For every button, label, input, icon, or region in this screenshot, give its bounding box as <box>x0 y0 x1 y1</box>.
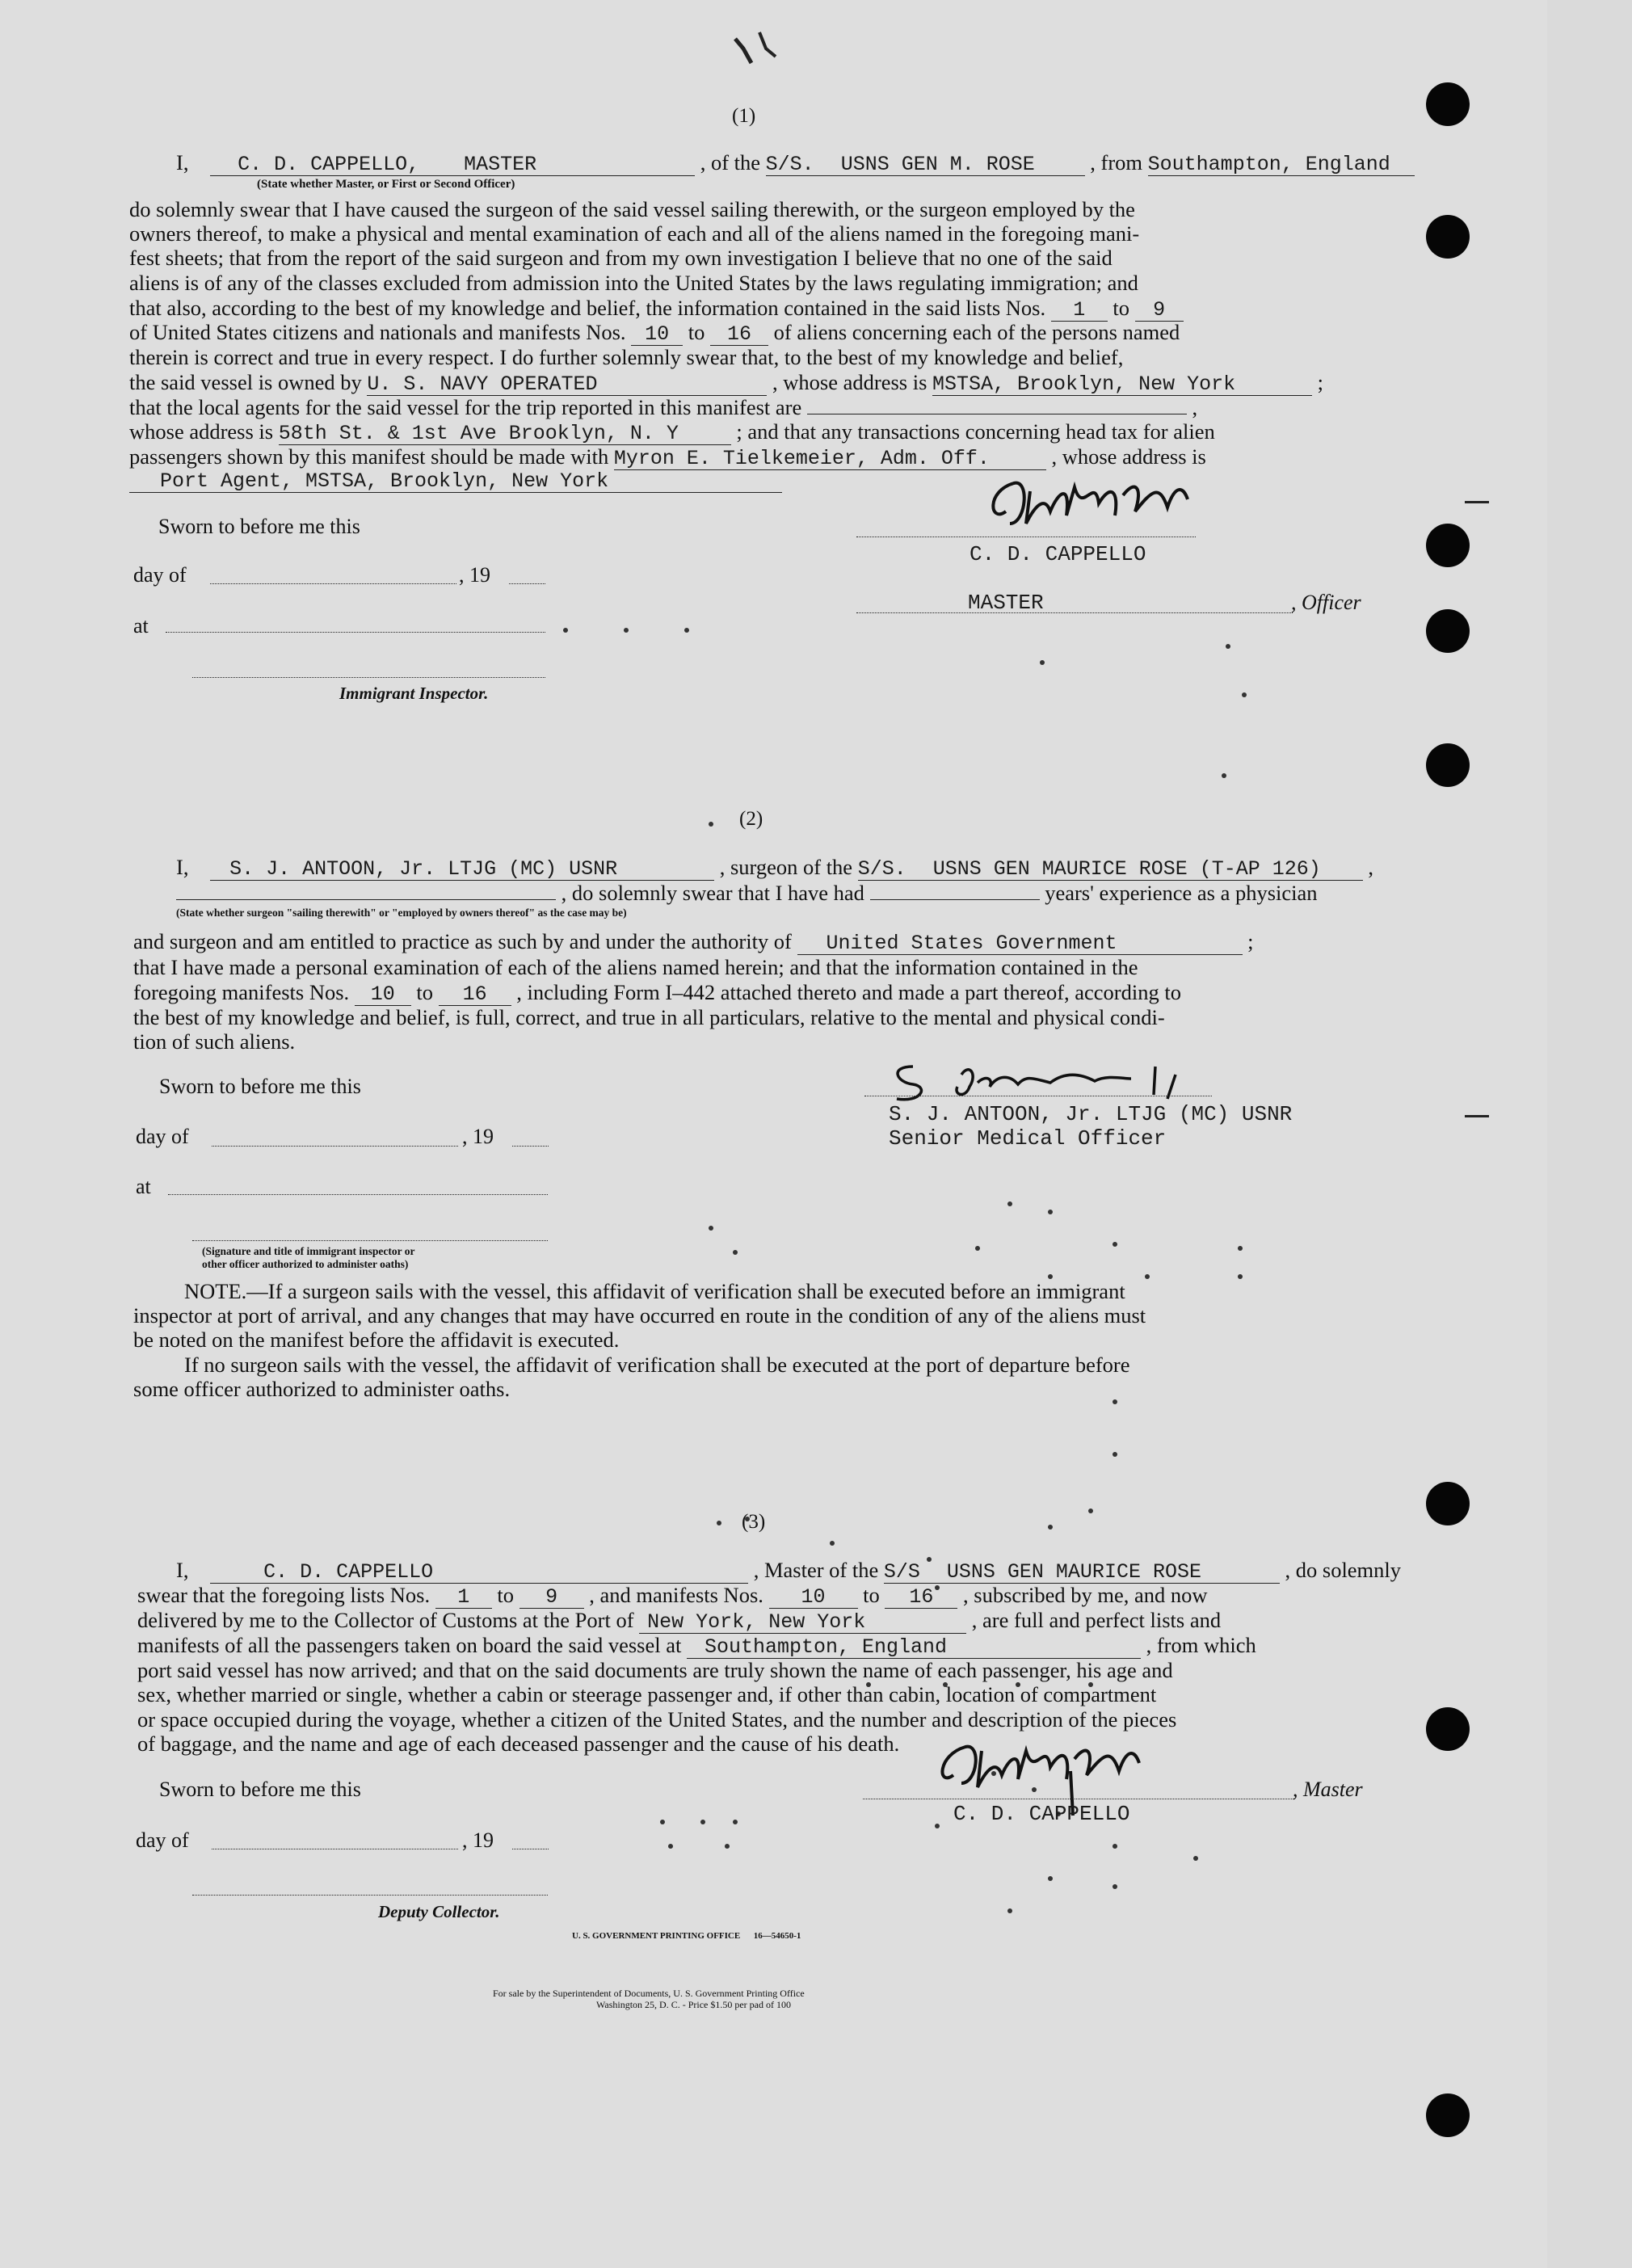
sig-note-1: (Signature and title of immigrant inspector or <box>202 1245 415 1257</box>
sworn-label: Sworn to before me this <box>159 1778 361 1801</box>
vessel-name: USNS GEN MAURICE ROSE <box>946 1560 1201 1584</box>
of-the-label: , of the <box>700 150 761 175</box>
oath-line-owner: the said vessel is owned by U. S. NAVY OPERATED , whose address is MSTSA, Brooklyn, New York ; <box>129 370 1324 396</box>
lists-text: swear that the foregoing lists Nos. <box>137 1583 431 1607</box>
inspector-rule <box>192 677 545 678</box>
collector-text-2: sex, whether married or single, whether a cabin or steerage passenger and, if other than cabin, location of compartment <box>137 1682 1157 1706</box>
surgeon-of-label: , surgeon of the <box>719 855 853 879</box>
to-label: to <box>1113 296 1129 320</box>
year-rule <box>512 1146 549 1147</box>
at-label: at <box>133 614 149 637</box>
surgeon-line-7: tion of such aliens. <box>133 1029 296 1054</box>
collector-text-1: port said vessel has now arrived; and that on the said documents are truly shown the name of each passenger, his age and <box>137 1658 1173 1682</box>
year-label: , 19 <box>462 1125 494 1148</box>
boarded-text: manifests of all the passengers taken on board the said vessel at <box>137 1633 682 1657</box>
collector-vessel-field <box>884 1562 1280 1584</box>
sig-rule <box>192 1240 548 1241</box>
oath-line-lists <box>129 296 1184 322</box>
year-label: , 19 <box>459 563 490 587</box>
agents-text: that the local agents for the said vessel for the trip reported in this manifest are <box>129 395 802 419</box>
signature-rule <box>856 536 1196 537</box>
page-margin <box>1547 0 1632 2268</box>
lists-from: 1 <box>1051 300 1108 322</box>
lists-from: 1 <box>435 1587 492 1609</box>
note-line-4: If no surgeon sails with the vessel, the affidavit of verification shall be executed at the port of departure before <box>184 1353 1130 1377</box>
sig-note-2: other officer authorized to administer oaths) <box>202 1258 409 1270</box>
gpo-line: U. S. GOVERNMENT PRINTING OFFICE 16—54650-1 <box>572 1931 801 1941</box>
form-text: , including Form I–442 attached thereto and made a part thereof, according to <box>516 980 1181 1004</box>
from-field: Southampton, England <box>1148 154 1415 176</box>
surgeon-line-5 <box>133 980 1181 1006</box>
head-tax-with-field: Myron E. Tielkemeier, Adm. Off. <box>614 448 1046 470</box>
day-of-label: day of <box>133 563 187 587</box>
collector-text-4: of baggage, and the name and age of each deceased passenger and the cause of his death. <box>137 1732 900 1756</box>
owner-field: U. S. NAVY OPERATED <box>367 374 767 396</box>
surgeon-line-1: I, S. J. ANTOON, Jr. LTJG (MC) USNR , surgeon of the S/S. USNS GEN MAURICE ROSE (T-AP 126) , <box>176 855 1373 881</box>
master-signature <box>982 467 1224 540</box>
vessel-prefix: S/S <box>883 1560 920 1584</box>
surgeon-signed-line-1: S. J. ANTOON, Jr. LTJG (MC) USNR <box>889 1102 1293 1126</box>
day-rule <box>212 1146 458 1147</box>
oath-line-head-tax-address <box>129 467 782 493</box>
master-state-note: (State whether Master, or First or Second Officer) <box>257 178 515 191</box>
day-rule <box>210 583 456 584</box>
oath-text-4: aliens is of any of the classes excluded from admission into the United States by the laws regulating immigration; and <box>129 271 1138 295</box>
port-field: New York, New York <box>639 1612 966 1634</box>
manifests-to: 16 <box>885 1587 957 1609</box>
oath-line-agents-address <box>129 419 1215 445</box>
from-which-text: , from which <box>1146 1633 1256 1657</box>
surgeon-line-3: and surgeon and am entitled to practice as such by and under the authority of United States Government ; <box>133 929 1254 955</box>
sale-line-2: Washington 25, D. C. - Price $1.50 per pad of 100 <box>596 1999 791 2010</box>
owner-address-field: MSTSA, Brooklyn, New York <box>932 374 1312 396</box>
inspector-label: Immigrant Inspector. <box>339 684 489 703</box>
owned-by-text: the said vessel is owned by <box>129 370 362 394</box>
subscribed-text: , subscribed by me, and now <box>963 1583 1208 1607</box>
to-label: to <box>863 1583 880 1607</box>
from-label: , from <box>1090 150 1143 175</box>
at-rule <box>168 1194 548 1195</box>
note-line-3: be noted on the manifest before the affidavit is executed. <box>133 1328 620 1352</box>
collector-line-4 <box>137 1633 1256 1659</box>
year-rule <box>509 583 545 584</box>
oath-line-correct: therein is correct and true in every respect. I do further solemnly swear that, to the best of my knowledge and belief, <box>129 345 1124 369</box>
section-number: (2) <box>739 808 763 830</box>
at-rule <box>166 632 545 633</box>
surgeon-field: S. J. ANTOON, Jr. LTJG (MC) USNR <box>210 859 714 881</box>
authority-text: and surgeon and am entitled to practice as such by and under the authority of <box>133 929 792 953</box>
surgeon-state-note: (State whether surgeon "sailing therewith" or "employed by owners thereof" as the case may be) <box>176 907 627 919</box>
collector-line-3 <box>137 1608 1221 1634</box>
vessel-prefix: S/S. <box>765 153 814 176</box>
head-tax-text-2: passengers shown by this manifest should be made with <box>129 444 609 469</box>
vessel-name: USNS GEN MAURICE ROSE (T-AP 126) <box>932 857 1321 881</box>
surgeon-signature <box>889 1050 1244 1107</box>
surgeon-status-field <box>176 899 556 900</box>
collector-line-1: I, C. D. CAPPELLO , Master of the S/S USNS GEN MAURICE ROSE , do solemnly <box>176 1558 1402 1584</box>
manifests-text: of United States citizens and nationals and manifests Nos. <box>129 320 626 344</box>
lists-to: 9 <box>1135 300 1184 322</box>
address-label: whose address is <box>129 419 274 444</box>
surgeon-line-4: that I have made a personal examination of each of the aliens named herein; and that the information contained in the <box>133 955 1138 979</box>
vessel-name: USNS GEN M. ROSE <box>840 153 1035 176</box>
experience-text-2: years' experience as a physician <box>1045 881 1318 905</box>
head-tax-address-field: Port Agent, MSTSA, Brooklyn, New York <box>129 471 782 493</box>
sworn-label: Sworn to before me this <box>158 515 360 538</box>
signed-name: C. D. CAPPELLO <box>970 542 1146 566</box>
deputy-label: Deputy Collector. <box>378 1902 500 1921</box>
authority-field: United States Government <box>797 933 1243 955</box>
day-of-label: day of <box>136 1828 189 1852</box>
lists-text: that also, according to the best of my knowledge and belief, the information contained in the said lists Nos. <box>129 296 1046 320</box>
manifests-text: , and manifests Nos. <box>589 1583 763 1607</box>
surgeon-line-6: the best of my knowledge and belief, is full, correct, and true in all particulars, relative to the mental and physical condi- <box>133 1005 1165 1029</box>
master-of-label: , Master of the <box>753 1558 879 1582</box>
to-label: to <box>416 980 434 1004</box>
master-name-field <box>210 154 695 176</box>
head-tax-text: ; and that any transactions concerning head tax for alien <box>736 419 1215 444</box>
to-label: to <box>688 320 705 344</box>
section-number: (1) <box>732 105 756 127</box>
vessel-prefix: S/S. <box>857 857 906 881</box>
master-name: C. D. CAPPELLO, <box>238 153 420 176</box>
sworn-label: Sworn to before me this <box>159 1075 361 1098</box>
surgeon-vessel-field <box>858 859 1363 881</box>
title-rule <box>856 612 1293 613</box>
at-label: at <box>136 1175 151 1198</box>
delivered-text: delivered by me to the Collector of Customs at the Port of <box>137 1608 634 1632</box>
pronoun-i: I, <box>176 150 189 175</box>
oath-text-3: fest sheets; that from the report of the said surgeon and from my own investigation I believe that no one of the said <box>129 246 1113 270</box>
boarded-field: Southampton, England <box>687 1637 1141 1659</box>
experience-text-1: , do solemnly swear that I have had <box>561 881 864 905</box>
collector-master-field: C. D. CAPPELLO <box>210 1562 748 1584</box>
year-label: , 19 <box>462 1828 494 1852</box>
oath-line-manifests <box>129 320 1180 346</box>
to-label: to <box>497 1583 514 1607</box>
note-line-5: some officer authorized to administer oaths. <box>133 1377 511 1401</box>
manifests-to: 16 <box>710 324 768 346</box>
oath-text-1: do solemnly swear that I have caused the surgeon of the said vessel sailing therewith, or the surgeon employed by the <box>129 197 1135 221</box>
signed-title: MASTER <box>968 591 1044 615</box>
deputy-rule <box>192 1895 548 1896</box>
manifests-from: 10 <box>631 324 683 346</box>
note-line-1: NOTE.—If a surgeon sails with the vessel, this affidavit of verification shall be executed before an immigrant <box>184 1279 1125 1303</box>
years-field <box>870 899 1040 900</box>
sale-line-1: For sale by the Superintendent of Documents, U. S. Government Printing Office <box>493 1988 805 1999</box>
aliens-text: of aliens concerning each of the persons named <box>773 320 1180 344</box>
address-label: , whose address is <box>1051 444 1206 469</box>
collector-text-3: or space occupied during the voyage, whether a citizen of the United States, and the number and description of the pieces <box>137 1707 1177 1732</box>
surgeon-line-2 <box>176 881 1318 905</box>
manifests-text: foregoing manifests Nos. <box>133 980 350 1004</box>
vessel-field <box>766 154 1085 176</box>
manifests-from: 10 <box>355 984 411 1006</box>
collector-line-2 <box>137 1583 1208 1609</box>
manifests-to: 16 <box>439 984 511 1006</box>
note-line-2: inspector at port of arrival, and any changes that may have occurred en route in the condition of any of the aliens must <box>133 1303 1146 1328</box>
day-of-label: day of <box>136 1125 189 1148</box>
surgeon-signed-line-2: Senior Medical Officer <box>889 1126 1167 1151</box>
collector-signed-name: C. D. CAPPELLO <box>953 1802 1130 1826</box>
section-number: (3) <box>742 1511 766 1533</box>
oath-line-agents: that the local agents for the said vessel for the trip reported in this manifest are , <box>129 395 1198 419</box>
master-title: MASTER <box>464 153 537 176</box>
agents-address-field: 58th St. & 1st Ave Brooklyn, N. Y <box>279 423 731 445</box>
master-label: , Master <box>1293 1778 1363 1801</box>
officer-label: , Officer <box>1291 591 1361 614</box>
oath-line-1 <box>176 150 1415 176</box>
manifests-from: 10 <box>769 1587 858 1609</box>
lists-to: 9 <box>519 1587 584 1609</box>
address-label: , whose address is <box>772 370 927 394</box>
oath-text-2: owners thereof, to make a physical and mental examination of each and all of the aliens named in the foregoing mani- <box>129 221 1140 246</box>
full-lists-text: , are full and perfect lists and <box>971 1608 1222 1632</box>
solemnly-label: , do solemnly <box>1285 1558 1402 1582</box>
